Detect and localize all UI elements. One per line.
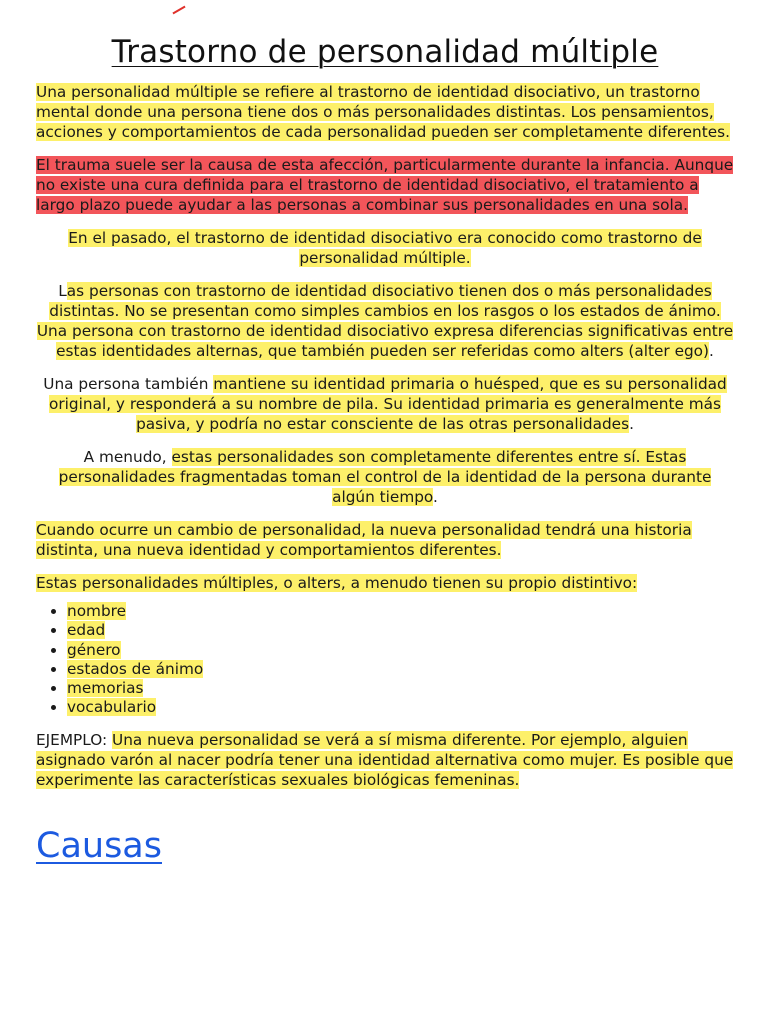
causas-link[interactable]: Causas bbox=[36, 825, 162, 866]
paragraph-alters bbox=[36, 573, 734, 593]
plain-text: L bbox=[58, 282, 67, 300]
list-item bbox=[67, 660, 734, 679]
paragraph-history bbox=[36, 228, 734, 268]
highlight-yellow: mantiene su identidad primaria o huésped, que es su personalidad original, y responderá a su nombre de pila. Su identidad primaria es generalmente más pasiva, y podría no estar consciente de las otras personalidades bbox=[49, 375, 727, 433]
highlight-red: El trauma suele ser la causa de esta afección, particularmente durante la infancia. Aunque no existe una cura definida para el trastorno de identidad disociativo, el tratamiento a largo plazo puede ayudar a las personas a combinar sus personalidades en una sola. bbox=[36, 156, 734, 214]
list-item bbox=[67, 621, 734, 640]
list-item-text: género bbox=[67, 640, 121, 659]
paragraph-fragmented bbox=[36, 447, 734, 507]
highlight-yellow: En el pasado, el trastorno de identidad disociativo era conocido como trastorno de personalidad múltiple. bbox=[68, 229, 702, 267]
list-item-text: edad bbox=[67, 621, 106, 640]
plain-text: EJEMPLO: bbox=[36, 730, 113, 749]
highlight-yellow: estas personalidades son completamente diferentes entre sí. Estas personalidades fragmentadas toman el control de la identidad de la persona durante algún tiempo bbox=[58, 448, 712, 506]
paragraph-change bbox=[36, 520, 734, 560]
highlight-yellow: Estas personalidades múltiples, o alters, a menudo tienen su propio distintivo: bbox=[36, 574, 638, 592]
list-item-text: memorias bbox=[67, 679, 144, 698]
list-item bbox=[67, 602, 734, 621]
plain-text: A menudo, bbox=[83, 448, 172, 466]
list-item bbox=[67, 698, 734, 717]
paragraph-definition bbox=[36, 82, 734, 142]
list-item bbox=[67, 679, 734, 698]
list-item-text: nombre bbox=[67, 602, 127, 620]
list-item-text: vocabulario bbox=[67, 698, 157, 717]
highlight-yellow: Una nueva personalidad se verá a sí misma diferente. Por ejemplo, alguien asignado varón al nacer podría tener una identidad alternativa como mujer. Es posible que experimente las características sexuales biológicas femeninas. bbox=[36, 730, 734, 789]
list-item-text: estados de ánimo bbox=[67, 659, 204, 678]
highlight-yellow: Cuando ocurre un cambio de personalidad, la nueva personalidad tendrá una historia distinta, una nueva identidad y comportamientos diferentes. bbox=[36, 521, 692, 559]
paragraph-example bbox=[36, 730, 734, 790]
document-page bbox=[36, 0, 734, 866]
paragraph-identities bbox=[36, 281, 734, 361]
plain-text: . bbox=[629, 415, 634, 433]
document-title: Trastorno de personalidad múltiple bbox=[111, 34, 659, 70]
plain-text: . bbox=[433, 488, 438, 506]
paragraph-primary-identity bbox=[36, 374, 734, 434]
list-item bbox=[67, 641, 734, 660]
section-heading bbox=[36, 826, 734, 866]
alter-traits-list bbox=[36, 602, 734, 718]
highlight-yellow: Una personalidad múltiple se refiere al trastorno de identidad disociativo, un trastorno mental donde una persona tiene dos o más personalidades distintas. Los pensamientos, acciones y comportamientos de cada personalidad pueden ser completamente diferentes. bbox=[36, 83, 730, 141]
plain-text: . bbox=[709, 342, 714, 360]
paragraph-cause bbox=[36, 155, 734, 215]
plain-text: Una persona también bbox=[43, 375, 214, 393]
highlight-yellow: as personas con trastorno de identidad disociativo tienen dos o más personalidades distintas. No se presentan como simples cambios en los rasgos o los estados de ánimo. Una persona con trastorno de identidad disociativo expresa diferencias significativas entre estas identidades alternas, que también pueden ser referidas como alters (alter ego) bbox=[36, 282, 734, 360]
